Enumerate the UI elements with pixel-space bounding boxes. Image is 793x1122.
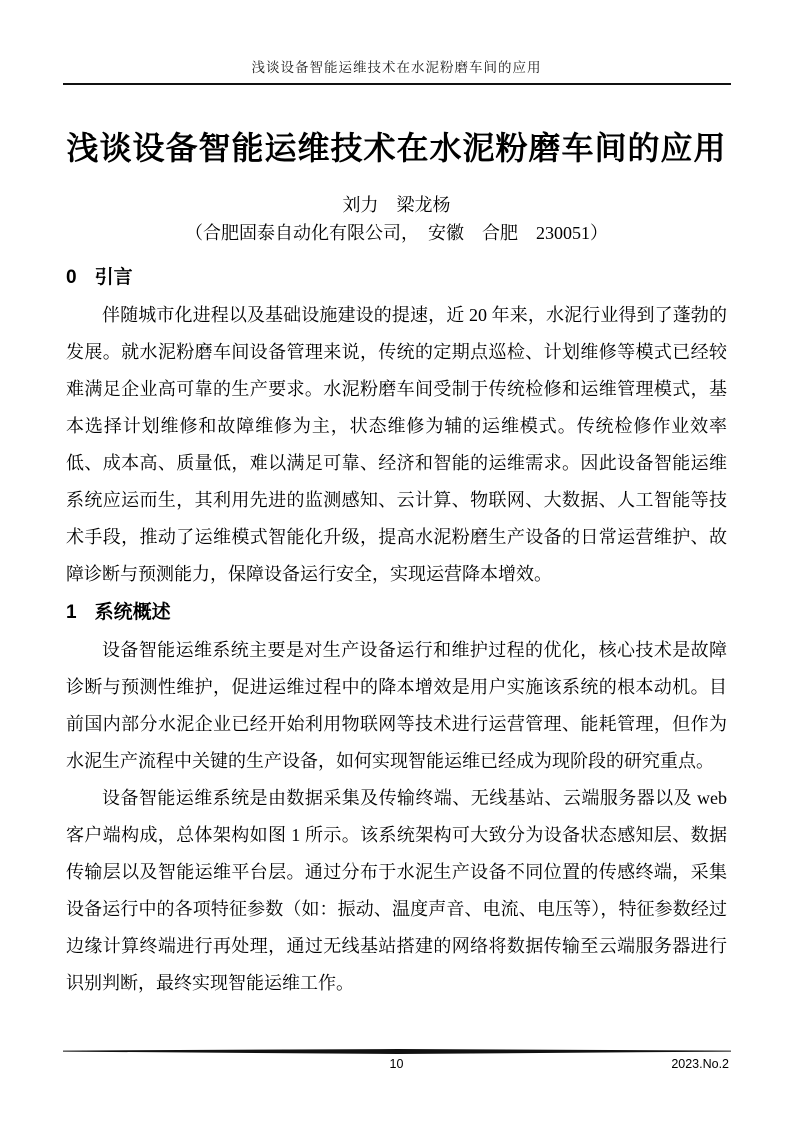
footer-rule	[63, 1049, 731, 1055]
section-heading-system-overview	[66, 593, 727, 632]
paragraph-overview-1: 设备智能运维系统主要是对生产设备运行和维护过程的优化，核心技术是故障诊断与预测性维护，促进运维过程中的降本增效是用户实施该系统的根本动机。目前国内部分水泥企业已经开始利用物联网等技术进行运营管理、能耗管理，但作为水泥生产流程中关键的生产设备，如何实现智能运维已经成为现阶段的研究重点。	[66, 640, 727, 771]
issue-label: 2023.No.2	[671, 1057, 729, 1071]
article-body	[66, 258, 727, 1002]
article-title: 浅谈设备智能运维技术在水泥粉磨车间的应用	[66, 130, 727, 166]
paragraph-overview-2: 设备智能运维系统是由数据采集及传输终端、无线基站、云端服务器以及 web 客户端构成，总体架构如图 1 所示。该系统架构可大致分为设备状态感知层、数据传输层以及智能运维平台层。通过分布于水泥生产设备不同位置的传感终端，采集设备运行中的各项特征参数（如：振动、温度声音、电流、电压等），特征参数经过边缘计算终端进行再处理，通过无线基站搭建的网络将数据传输至云端服务器进行识别判断，最终实现智能运维工作。	[66, 788, 727, 993]
tapered-rule-shape	[63, 1049, 731, 1055]
paragraph-intro-1: 伴随城市化进程以及基础设施建设的提速，近 20 年来，水泥行业得到了蓬勃的发展。就水泥粉磨车间设备管理来说，传统的定期点巡检、计划维修等模式已经较难满足企业高可靠的生产要求。水泥粉磨车间受制于传统检修和运维管理模式，基本选择计划维修和故障维修为主，状态维修为辅的运维模式。传统检修作业效率低、成本高、质量低，难以满足可靠、经济和智能的运维需求。因此设备智能运维系统应运而生，其利用先进的监测感知、云计算、物联网、大数据、人工智能等技术手段，推动了运维模式智能化升级，提高水泥粉磨生产设备的日常运营维护、故障诊断与预测能力，保障设备运行安全，实现运营降本增效。	[66, 305, 727, 584]
section-title: 引言	[94, 267, 133, 288]
section-title: 系统概述	[94, 602, 171, 623]
section-number: 1	[66, 602, 77, 623]
section-number: 0	[66, 267, 77, 288]
header-rule	[63, 83, 731, 85]
section-heading-introduction	[66, 258, 727, 297]
authors-line: 刘力 梁龙杨	[342, 195, 451, 215]
page-number: 10	[389, 1057, 404, 1071]
running-header	[66, 58, 727, 78]
running-title: 浅谈设备智能运维技术在水泥粉磨车间的应用	[251, 60, 542, 75]
affiliation-line: （合肥固泰自动化有限公司， 安徽 合肥 230051）	[185, 223, 608, 243]
